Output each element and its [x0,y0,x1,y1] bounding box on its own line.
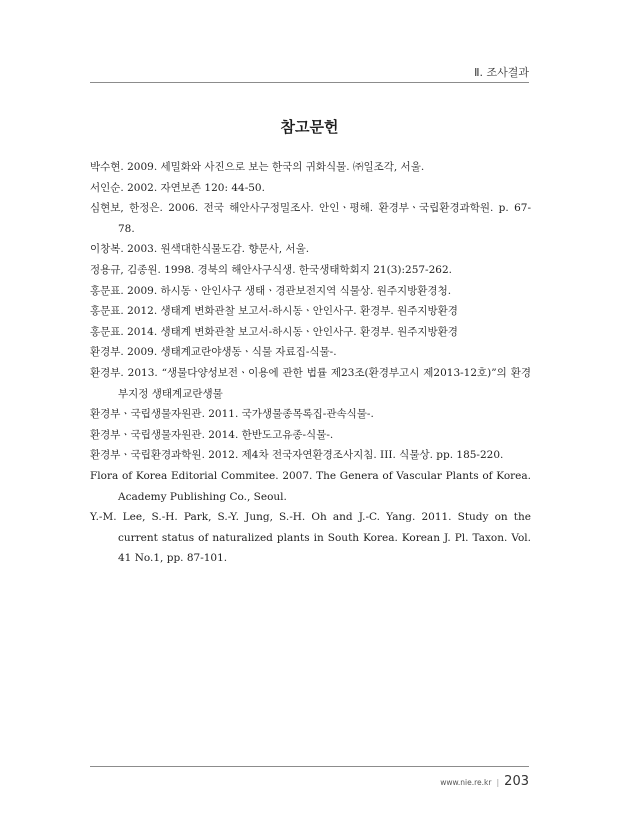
reference-item: 이창복. 2003. 원색대한식물도감. 향문사, 서울. [90,243,310,256]
page-number: 203 [504,774,529,789]
reference-item: 홍문표. 2014. 생태계 변화관찰 보고서-하시동ㆍ안인사구. 환경부. 원주지방환경 [90,325,458,338]
header-divider [90,82,529,83]
reference-item: Y.-M. Lee, S.-H. Park, S.-Y. Jung, S.-H. Oh and J.-C. Yang. 2011. Study on the current status of naturalized plants in South Korea. Korean J. Pl. Taxon. Vol. 41 No.1, pp. 87-101. [90,511,531,565]
reference-item: 홍문표. 2012. 생태계 변화관찰 보고서-하시동ㆍ안인사구. 환경부. 원주지방환경 [90,305,458,318]
reference-item: 환경부ㆍ국립생물자원관. 2014. 한반도고유종-식물-. [90,428,334,441]
reference-item: 서인순. 2002. 자연보존 120: 44-50. [90,181,265,194]
footer-divider [90,766,529,767]
footer-site: www.nie.re.kr [440,778,492,787]
reference-item: 심현보, 한정은. 2006. 전국 해안사구정밀조사. 안인ㆍ평해. 환경부ㆍ국립환경과학원. p. 67-78. [90,202,531,235]
reference-list [90,157,531,569]
reference-item: Flora of Korea Editorial Commitee. 2007. The Genera of Vascular Plants of Korea. Academy Publishing Co., Seoul. [90,469,531,503]
reference-item: 박수현. 2009. 세밀화와 사진으로 보는 한국의 귀화식물. ㈜일조각, 서울. [90,161,425,173]
reference-item: 환경부ㆍ국립생물자원관. 2011. 국가생물종목록집-관속식물-. [90,408,374,421]
reference-item: 홍문표. 2009. 하시동ㆍ안인사구 생태ㆍ경관보전지역 식물상. 원주지방환경청. [90,284,452,297]
reference-item: 환경부ㆍ국립환경과학원. 2012. 제4차 전국자연환경조사지침. III. 식물상. pp. 185-220. [90,449,504,462]
reference-item: 환경부. 2009. 생태계교란야생동ㆍ식물 자료집-식물-. [90,346,337,359]
page-title: 참고문헌 [280,118,339,136]
reference-item: 환경부. 2013. “생물다양성보전ㆍ이용에 관한 법률 제23조(환경부고시 제2013-12호)”의 환경부지정 생태계교란생물 [90,366,531,400]
section-header: Ⅱ. 조사결과 [474,66,529,79]
page-footer [440,774,529,789]
reference-item: 정용규, 김종원. 1998. 경북의 해안사구식생. 한국생태학회지 21(3):257-262. [90,263,452,276]
footer-separator: | [496,778,500,787]
